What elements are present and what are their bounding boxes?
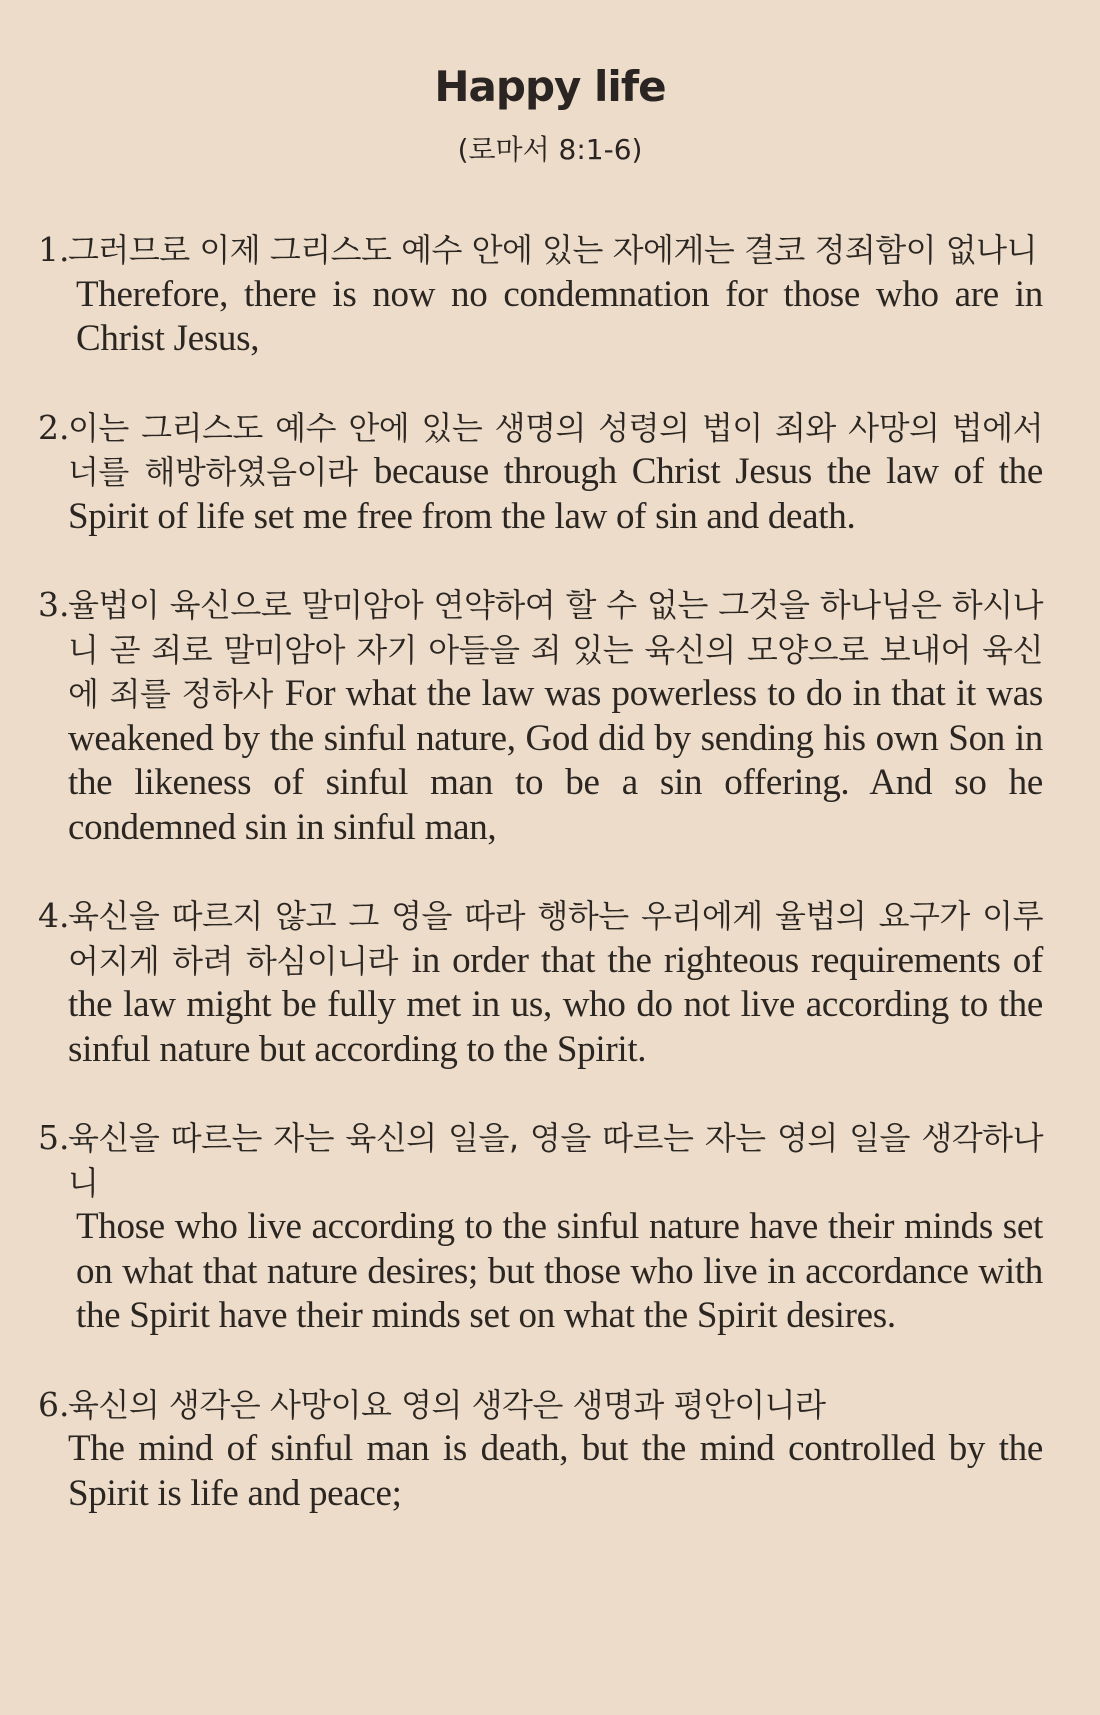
verse-korean-text: 육신의 생각은 사망이요 영의 생각은 생명과 평안이니라: [68, 1385, 826, 1424]
verse-number: 3.: [38, 585, 70, 624]
verse-english-text: Therefore, there is now no condemnation for those who are in Christ Jesus,: [76, 273, 1043, 359]
verse-1: [38, 228, 1043, 362]
verse-english-text: Those who live according to the sinful nature have their minds set on what that nature desires; but those who live in accordance with the Spirit have their minds set on what the Spirit desires.: [76, 1206, 1043, 1336]
verse-list: [38, 228, 1043, 1560]
verse-english-text: The mind of sinful man is death, but the mind controlled by the Spirit is life and peace;: [68, 1428, 1043, 1514]
verse-number: 5.: [38, 1118, 70, 1157]
verse-body: [38, 1383, 1043, 1517]
verse-korean-text: 이는 그리스도 예수 안에 있는 생명의 성령의 법이 죄와 사망의 법에서 너를 해방하였음이라: [68, 408, 1043, 491]
verse-english-text: in order that the righteous requirements of the law might be fully met in us, who do not live according to the sinful nature but according to the Spirit.: [68, 939, 1043, 1070]
page-title: Happy life: [434, 62, 666, 111]
verse-english-text: For what the law was powerless to do in that it was weakened by the sinful nature, God did by sending his own Son in the likeness of sinful man to be a sin offering. And so he condemned sin in sinful man,: [68, 673, 1043, 848]
verse-korean-text: 율법이 육신으로 말미암아 연약하여 할 수 없는 그것을 하나님은 하시나니 곧 죄로 말미암아 자기 아들을 죄 있는 육신의 모양으로 보내어 육신에 죄를 정하사: [68, 586, 1043, 713]
verse-number: 4.: [38, 896, 70, 935]
verse-body: [38, 228, 1043, 362]
verse-4: [38, 894, 1043, 1072]
verse-english-text: because through Christ Jesus the law of the Spirit of life set me free from the law of sin and death.: [68, 451, 1044, 537]
verse-body: [38, 894, 1043, 1072]
verse-korean-text: 육신을 따르지 않고 그 영을 따라 행하는 우리에게 율법의 요구가 이루어지게 하려 하심이니라: [68, 897, 1043, 980]
verse-body: [38, 1116, 1043, 1339]
verse-3: [38, 583, 1043, 850]
verse-number: 2.: [38, 407, 70, 447]
verse-2: [38, 406, 1043, 540]
verse-number: 6.: [38, 1384, 70, 1424]
scripture-reference: (로마서 8:1-6): [457, 133, 643, 166]
verse-5: [38, 1116, 1043, 1339]
verse-korean-text: 육신을 따르는 자는 육신의 일을, 영을 따르는 자는 영의 일을 생각하나니: [68, 1119, 1043, 1202]
verse-6: [38, 1383, 1043, 1517]
verse-body: [38, 406, 1043, 540]
verse-korean-text: 그러므로 이제 그리스도 예수 안에 있는 자에게는 결코 정죄함이 없나니: [68, 231, 1037, 269]
verse-number: 1.: [38, 230, 70, 269]
verse-body: [38, 583, 1043, 850]
